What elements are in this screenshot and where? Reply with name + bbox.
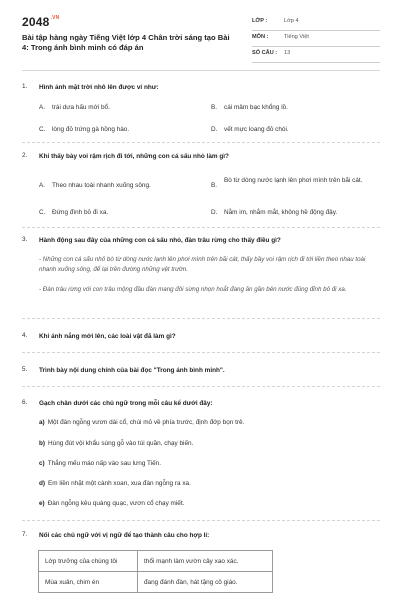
question-text: Hành động sau đây của những con cá sấu nhỏ, đàn trâu rừng cho thấy điều gì? [39, 237, 281, 244]
header-divider [22, 70, 380, 71]
meta-subject: MÔN : Tiếng Việt [252, 30, 380, 47]
question-divider [22, 227, 380, 228]
worksheet-page: $2048^{.VN}$ Bài tập hàng ngày Tiếng Việt lớp 4 Chân trời sáng tạo Bài 4: Trong ánh bình minh có đáp án LỚP : Lớp 4 MÔN : Tiếng Việt SỐ CÂU : 13 1. Hình ảnh mặt trời nhô lên được ví như: A. trái dưa hấu mới bổ. B. cái mâm bạc khổng lồ. C. lòng đỏ trứng gà hồng hào. D. vết mực loang đỏ chói. 2. Khi thấy bày voi rậm rịch đi tới, những con cá sấu nhỏ làm gì? A. Theo nhau toài nhanh xuống sông. B. Bò từ dòng nước lạnh lên phơi mình trên bãi cát. C. Đứng đình bỏ đi xa. D. Nằm im, nhắm mắt, không hề động đậy. 3. Hành động sau đây của những con cá sấu nhỏ, đàn trâu rừng cho thấy điều gì? - Những con cá sấu nhỏ bò từ dòng nước lạnh lên phơi mình trên bãi cát, thấy bầy voi rậm rịch đi tới liền theo nhau toài nhanh xuống sông, để lại trên đường những vệt trườn. - Đàn trâu rừng với con trâu mộng đầu đàn mang đôi sừng nhọn hoắt đang ăn gần bên nước đủng đỉnh bỏ đi xa. 4. Khi ánh nắng mới lên, các loài vật đã làm gì? 5. Trình bày nội dung chính của bài đọc "Trong ánh bình minh". 6. Gạch chân dưới các chủ ngữ trong mỗi câu kể dưới đây: a) Một đàn ngỗng vươn dài cổ, chúi mỏ về phía trước, định đớp bọn trẻ. b) Hùng đút vội khẩu súng gỗ vào túi quần, chạy biến. c) Thắng mếu máo nấp vào sau lưng Tiến. d) Em liền nhặt một cành xoan, xua đàn ngỗng ra xa. e) Đàn ngỗng kêu quàng quạc, vươn cổ chạy miết. 7. Nối các chủ ngữ với vị ngữ để tạo thành câu cho hợp lí: Lớp trưởng của chúng tôi thổi mạnh làm vườn cây xao xác. Mùa xuân, chim én đang đánh đàn, hát tặng cô giáo. [0, 0, 400, 600]
subject-cell[interactable]: Mùa xuân, chim én [39, 572, 138, 593]
question-divider [22, 520, 380, 521]
worksheet-header [0, 0, 400, 66]
list-item: c) Thắng mếu máo nấp vào sau lưng Tiến. [39, 460, 162, 467]
subject-cell[interactable]: Lớp trưởng của chúng tôi [39, 551, 138, 572]
answer-paragraph: - Đàn trâu rừng với con trâu mộng đầu đàn mang đôi sừng nhọn hoắt đang ăn gần bên nước đủng đỉnh bỏ đi xa. [39, 286, 347, 293]
question-text: Khi ánh nắng mới lên, các loài vật đã làm gì? [39, 333, 176, 340]
question-divider [22, 386, 380, 387]
matching-table [38, 550, 273, 593]
question-text: Nối các chủ ngữ với vị ngữ để tạo thành câu cho hợp lí: [39, 532, 210, 539]
question-divider [22, 318, 380, 319]
table-row [39, 551, 273, 572]
predicate-cell[interactable]: đang đánh đàn, hát tặng cô giáo. [138, 572, 273, 593]
list-item: e) Đàn ngỗng kêu quàng quạc, vươn cổ chạy miết. [39, 500, 185, 507]
question-text: Gạch chân dưới các chủ ngữ trong mỗi câu kể dưới đây: [39, 400, 213, 407]
list-item: a) Một đàn ngỗng vươn dài cổ, chúi mỏ về phía trước, định đớp bọn trẻ. [39, 419, 245, 426]
predicate-cell[interactable]: thổi mạnh làm vườn cây xao xác. [138, 551, 273, 572]
answer-paragraph: - Những con cá sấu nhỏ bò từ dòng nước lạnh lên phơi mình trên bãi cát, thấy bầy voi rậm rịch đi tới liền theo nhau toài nhanh xuống sông, để lại trên đường những vệt trườn. [39, 256, 366, 273]
table-row [39, 572, 273, 593]
meta-question-count: SỐ CÂU : 13 [252, 46, 380, 63]
list-item: d) Em liền nhặt một cành xoan, xua đàn ngỗng ra xa. [39, 480, 191, 487]
document-title: Bài tập hàng ngày Tiếng Việt lớp 4 Chân trời sáng tạo Bài 4: Trong ánh bình minh có đáp án [22, 33, 230, 52]
site-logo[interactable]: $2048^{.VN}$ [22, 15, 60, 29]
question-text: Khi thấy bày voi rậm rịch đi tới, những con cá sấu nhỏ làm gì? [39, 153, 229, 160]
question-divider [22, 142, 380, 143]
question-divider [22, 352, 380, 353]
question-text: Hình ảnh mặt trời nhô lên được ví như: [39, 84, 159, 91]
question-text: Trình bày nội dung chính của bài đọc "Trong ánh bình minh". [39, 367, 225, 374]
list-item: b) Hùng đút vội khẩu súng gỗ vào túi quần, chạy biến. [39, 440, 194, 447]
meta-class: LỚP : Lớp 4 [252, 14, 380, 31]
